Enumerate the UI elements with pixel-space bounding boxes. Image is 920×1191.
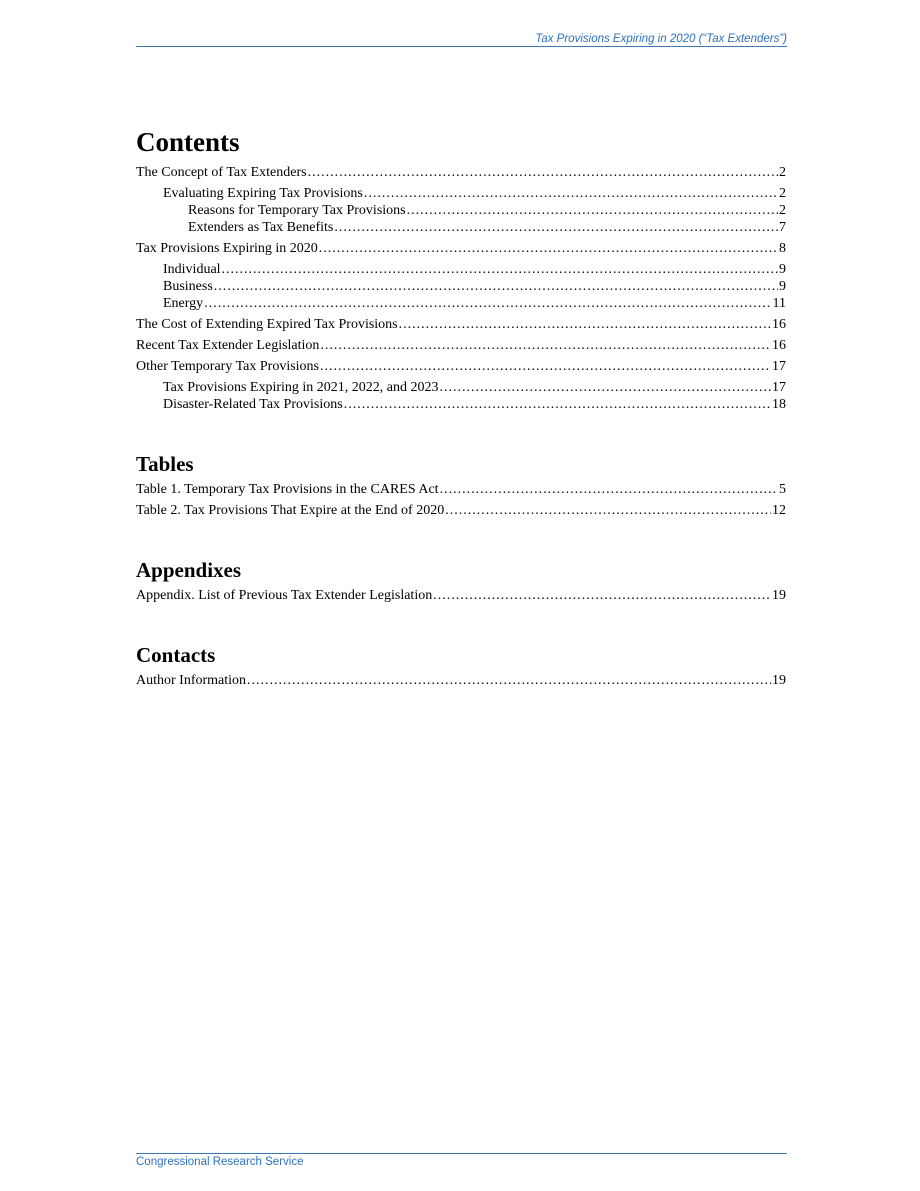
toc-entry[interactable]: Table 1. Temporary Tax Provisions in the CARES Act ..... 5 [136,481,786,498]
tables-section [136,451,786,519]
toc-entry[interactable]: Recent Tax Extender Legislation ..... 16 [136,337,786,354]
toc-entry[interactable]: Extenders as Tax Benefits ..... 7 [136,219,786,236]
footer-rule [136,1153,787,1154]
toc-entry[interactable]: Business ..... 9 [136,278,786,295]
contacts-section [136,642,786,689]
toc-entry[interactable]: Reasons for Temporary Tax Provisions ..... 2 [136,202,786,219]
toc-entry[interactable]: Appendix. List of Previous Tax Extender Legislation ..... 19 [136,587,786,604]
contents-list [136,164,786,413]
toc-entry[interactable]: Energy ..... 11 [136,295,786,312]
contacts-heading: Contacts [136,643,216,667]
toc-entry[interactable]: Tax Provisions Expiring in 2021, 2022, and 2023 ..... 17 [136,379,786,396]
toc-entry[interactable]: Evaluating Expiring Tax Provisions ..... 2 [136,185,786,202]
contents-heading: Contents [136,127,240,157]
toc-entry[interactable]: Other Temporary Tax Provisions ..... 17 [136,358,786,375]
toc-entry[interactable]: Individual ..... 9 [136,261,786,278]
running-header: Tax Provisions Expiring in 2020 (“Tax Extenders”) [535,33,787,45]
toc-entry[interactable]: The Cost of Extending Expired Tax Provisions ..... 16 [136,316,786,333]
toc-entry[interactable]: Author Information ..... 19 [136,672,786,689]
toc-entry[interactable]: Tax Provisions Expiring in 2020 ..... 8 [136,240,786,257]
toc-entry[interactable]: The Concept of Tax Extenders ..... 2 [136,164,786,181]
header-rule [136,46,787,47]
table-of-contents [136,124,786,689]
toc-entry[interactable]: Disaster-Related Tax Provisions ..... 18 [136,396,786,413]
tables-heading: Tables [136,452,194,476]
appendixes-section [136,557,786,604]
running-footer: Congressional Research Service [136,1156,304,1168]
toc-entry[interactable]: Table 2. Tax Provisions That Expire at the End of 2020 ..... 12 [136,502,786,519]
appendixes-heading: Appendixes [136,558,242,582]
